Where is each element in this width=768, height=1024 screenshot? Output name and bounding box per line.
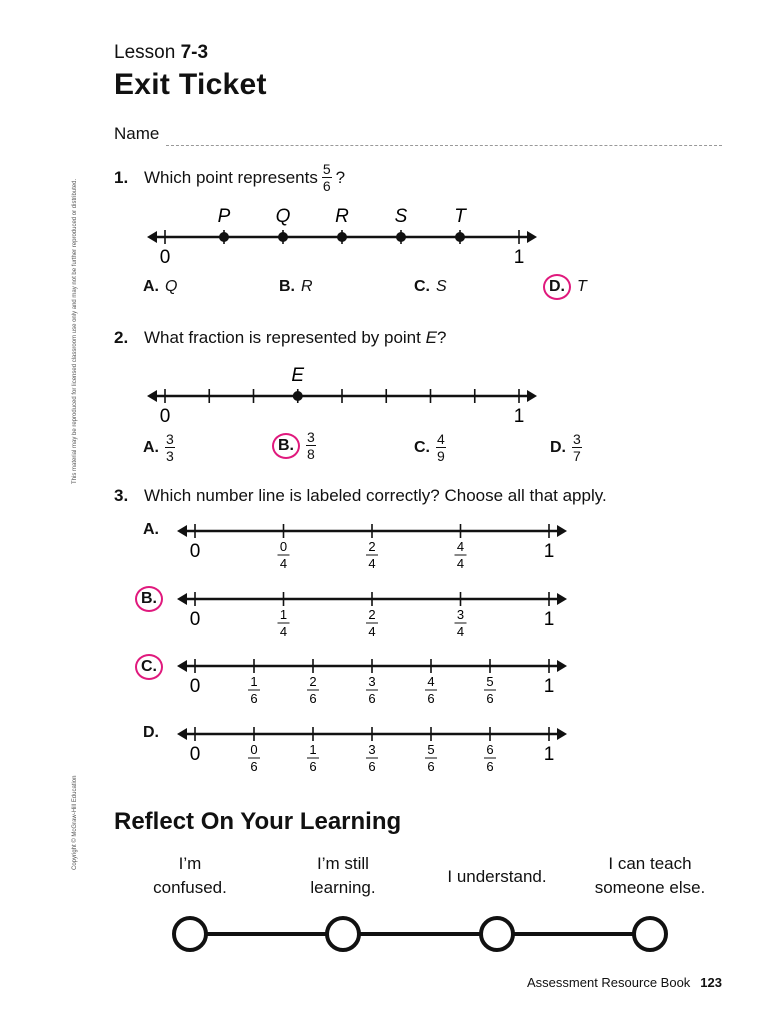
q3-option-a[interactable]: [143, 521, 159, 539]
question-1: [114, 162, 345, 193]
name-field[interactable]: [166, 145, 722, 146]
q3-tick-numerator: 3: [456, 607, 465, 622]
q1-point-label: R: [335, 206, 349, 227]
question-2-text: [144, 328, 446, 348]
option-fraction: [165, 432, 175, 463]
question-3-text: Which number line is labeled correctly? Choose all that apply.: [144, 486, 607, 505]
q3-tick-numerator: 1: [279, 607, 288, 622]
q3-tick-denominator: 6: [368, 759, 376, 774]
option-letter: C.: [414, 438, 430, 456]
q2-option-c[interactable]: [414, 432, 446, 463]
question-3: [114, 486, 607, 506]
q2-start-label: 0: [159, 406, 171, 427]
q3-tick-denominator: 4: [368, 624, 376, 639]
arrow-left-icon: [147, 390, 157, 402]
option-value: R: [301, 278, 313, 295]
q3-tick-numerator: 5: [486, 674, 494, 689]
question-1-text: Which point represents: [144, 167, 318, 187]
option-fraction: [572, 432, 582, 463]
option-letter-circled: D.: [543, 274, 571, 300]
q3-tick-numerator: 2: [368, 607, 376, 622]
option-fraction: [306, 430, 316, 461]
reflect-circle-understand[interactable]: [481, 918, 513, 950]
question-1-number: 1.: [114, 167, 129, 187]
q2-point-e[interactable]: [293, 391, 303, 401]
option-value: S: [436, 278, 447, 295]
q2-number-line: [130, 358, 560, 428]
footer-book: Assessment Resource Book: [527, 975, 691, 990]
q1-point-p[interactable]: [219, 232, 229, 242]
q2-end-label: 1: [513, 406, 525, 427]
q3-start-label: 0: [189, 744, 201, 765]
arrow-left-icon: [177, 593, 187, 605]
q3-tick-denominator: 6: [486, 759, 494, 774]
q3-tick-numerator: 3: [368, 742, 376, 757]
q1-point-q[interactable]: [278, 232, 288, 242]
question-2-point: E: [425, 328, 437, 347]
option-letter: B.: [279, 278, 295, 295]
reflect-stage-2-label: [283, 852, 403, 900]
reflect-stage-text: I’m still learning.: [310, 854, 376, 897]
arrow-left-icon: [177, 660, 187, 672]
q3-end-label: 1: [543, 744, 555, 765]
fraction-numerator: 3: [307, 429, 315, 445]
q3-option-c[interactable]: [135, 654, 163, 680]
fraction-numerator: 5: [322, 161, 331, 177]
q3-tick-numerator: 3: [368, 674, 376, 689]
question-2-text-after: ?: [436, 328, 447, 347]
q3-tick-numerator: 2: [368, 539, 376, 554]
copyright-notice: Copyright © McGraw-Hill Education: [72, 775, 78, 870]
q1-point-label: P: [217, 206, 231, 227]
arrow-left-icon: [177, 728, 187, 740]
question-1-fraction: [322, 162, 332, 193]
question-3-number: 3.: [114, 486, 129, 505]
fraction-denominator: 7: [573, 448, 581, 464]
page-footer: [527, 975, 722, 990]
arrow-right-icon: [557, 728, 567, 740]
reproduction-notice: This material may be reproduced for licensed classroom use only and may not be further reproduced or distributed.: [72, 178, 78, 484]
q1-option-d[interactable]: [543, 274, 587, 300]
reflect-circle-learning[interactable]: [327, 918, 359, 950]
q3-number-lines: [166, 515, 586, 785]
q1-number-line: [130, 198, 560, 273]
option-letter-circled: B.: [135, 586, 163, 612]
q2-option-a[interactable]: [143, 432, 175, 463]
q2-option-d[interactable]: [550, 432, 582, 463]
question-1-suffix: ?: [335, 167, 346, 187]
question-2: [114, 328, 446, 348]
option-value: T: [577, 278, 587, 295]
q1-point-label: S: [394, 206, 408, 227]
arrow-left-icon: [177, 525, 187, 537]
q3-tick-denominator: 6: [427, 759, 435, 774]
lesson-number: 7-3: [180, 42, 209, 63]
fraction-denominator: 3: [166, 448, 174, 464]
q1-point-t[interactable]: [455, 232, 465, 242]
option-value: Q: [165, 278, 178, 295]
arrow-right-icon: [557, 525, 567, 537]
reflect-circle-confused[interactable]: [174, 918, 206, 950]
arrow-right-icon: [527, 390, 537, 402]
q3-tick-numerator: 6: [486, 742, 494, 757]
lesson-label: [114, 42, 208, 64]
q3-option-d[interactable]: [143, 724, 159, 742]
fraction-denominator: 8: [307, 446, 315, 462]
option-letter-circled: C.: [135, 654, 163, 680]
q1-point-r[interactable]: [337, 232, 347, 242]
q2-option-b[interactable]: [272, 430, 316, 461]
q2-point-label: E: [291, 365, 305, 386]
q3-tick-numerator: 4: [456, 539, 465, 554]
q3-tick-denominator: 6: [250, 759, 258, 774]
q1-options: [143, 278, 743, 308]
q1-point-label: T: [454, 206, 466, 227]
q3-end-label: 1: [543, 676, 555, 697]
q3-tick-numerator: 5: [427, 742, 435, 757]
q1-option-b[interactable]: [279, 278, 313, 296]
option-letter: A.: [143, 438, 159, 456]
option-letter: C.: [414, 278, 430, 295]
arrow-left-icon: [147, 231, 157, 243]
q2-options: [143, 429, 743, 472]
q3-tick-denominator: 6: [368, 691, 376, 706]
q3-tick-denominator: 6: [486, 691, 494, 706]
option-letter: A.: [143, 278, 159, 295]
fraction-denominator: 9: [437, 448, 445, 464]
q3-option-b[interactable]: [135, 586, 163, 612]
option-letter: D.: [550, 438, 566, 456]
q3-tick-denominator: 6: [250, 691, 258, 706]
option-letter: D.: [143, 724, 159, 741]
question-2-text-before: What fraction is represented by point: [144, 328, 426, 347]
reflect-stage-1-label: [130, 852, 250, 900]
name-label: Name: [114, 124, 160, 143]
reflect-stage-3-label: [432, 865, 562, 889]
option-fraction: [436, 432, 446, 463]
reflect-stage-text: I understand.: [447, 867, 547, 886]
option-letter: A.: [143, 521, 159, 538]
q3-end-label: 1: [543, 609, 555, 630]
reflect-stage-text: I can teach someone else.: [594, 854, 706, 897]
fraction-denominator: 6: [322, 178, 331, 194]
q3-tick-numerator: 0: [279, 539, 288, 554]
arrow-right-icon: [527, 231, 537, 243]
q1-option-c[interactable]: [414, 278, 447, 296]
q3-tick-denominator: 6: [309, 691, 317, 706]
q3-tick-numerator: 2: [309, 674, 317, 689]
reflect-circle-teach[interactable]: [634, 918, 666, 950]
fraction-numerator: 3: [166, 431, 174, 447]
reflect-stage-4-label: [580, 852, 720, 900]
q3-tick-numerator: 0: [250, 742, 258, 757]
page-number: 123: [700, 975, 722, 990]
q3-end-label: 1: [543, 541, 555, 562]
lesson-word: Lesson: [114, 42, 176, 63]
q3-start-label: 0: [189, 676, 201, 697]
option-letter-circled: B.: [272, 433, 300, 459]
q3-start-label: 0: [189, 609, 201, 630]
reflect-scale: [160, 908, 680, 964]
q3-tick-denominator: 4: [279, 624, 288, 639]
reflect-stage-text: I’m confused.: [153, 854, 227, 897]
q1-point-label: Q: [275, 206, 291, 227]
q1-start-label: 0: [159, 247, 171, 268]
q3-tick-denominator: 4: [456, 556, 465, 571]
q3-tick-numerator: 4: [427, 674, 435, 689]
q1-end-label: 1: [513, 247, 525, 268]
q1-option-a[interactable]: [143, 278, 177, 296]
q3-tick-numerator: 1: [309, 742, 317, 757]
page-title: Exit Ticket: [114, 68, 267, 101]
q3-tick-denominator: 6: [309, 759, 317, 774]
q1-point-s[interactable]: [396, 232, 406, 242]
arrow-right-icon: [557, 593, 567, 605]
fraction-numerator: 4: [437, 431, 445, 447]
reflect-title: Reflect On Your Learning: [114, 808, 402, 835]
q3-start-label: 0: [189, 541, 201, 562]
q3-tick-denominator: 4: [279, 556, 288, 571]
fraction-numerator: 3: [573, 431, 581, 447]
question-2-number: 2.: [114, 328, 129, 347]
q3-tick-denominator: 4: [456, 624, 465, 639]
q3-tick-denominator: 4: [368, 556, 376, 571]
arrow-right-icon: [557, 660, 567, 672]
q3-tick-denominator: 6: [427, 691, 435, 706]
q3-tick-numerator: 1: [250, 674, 258, 689]
